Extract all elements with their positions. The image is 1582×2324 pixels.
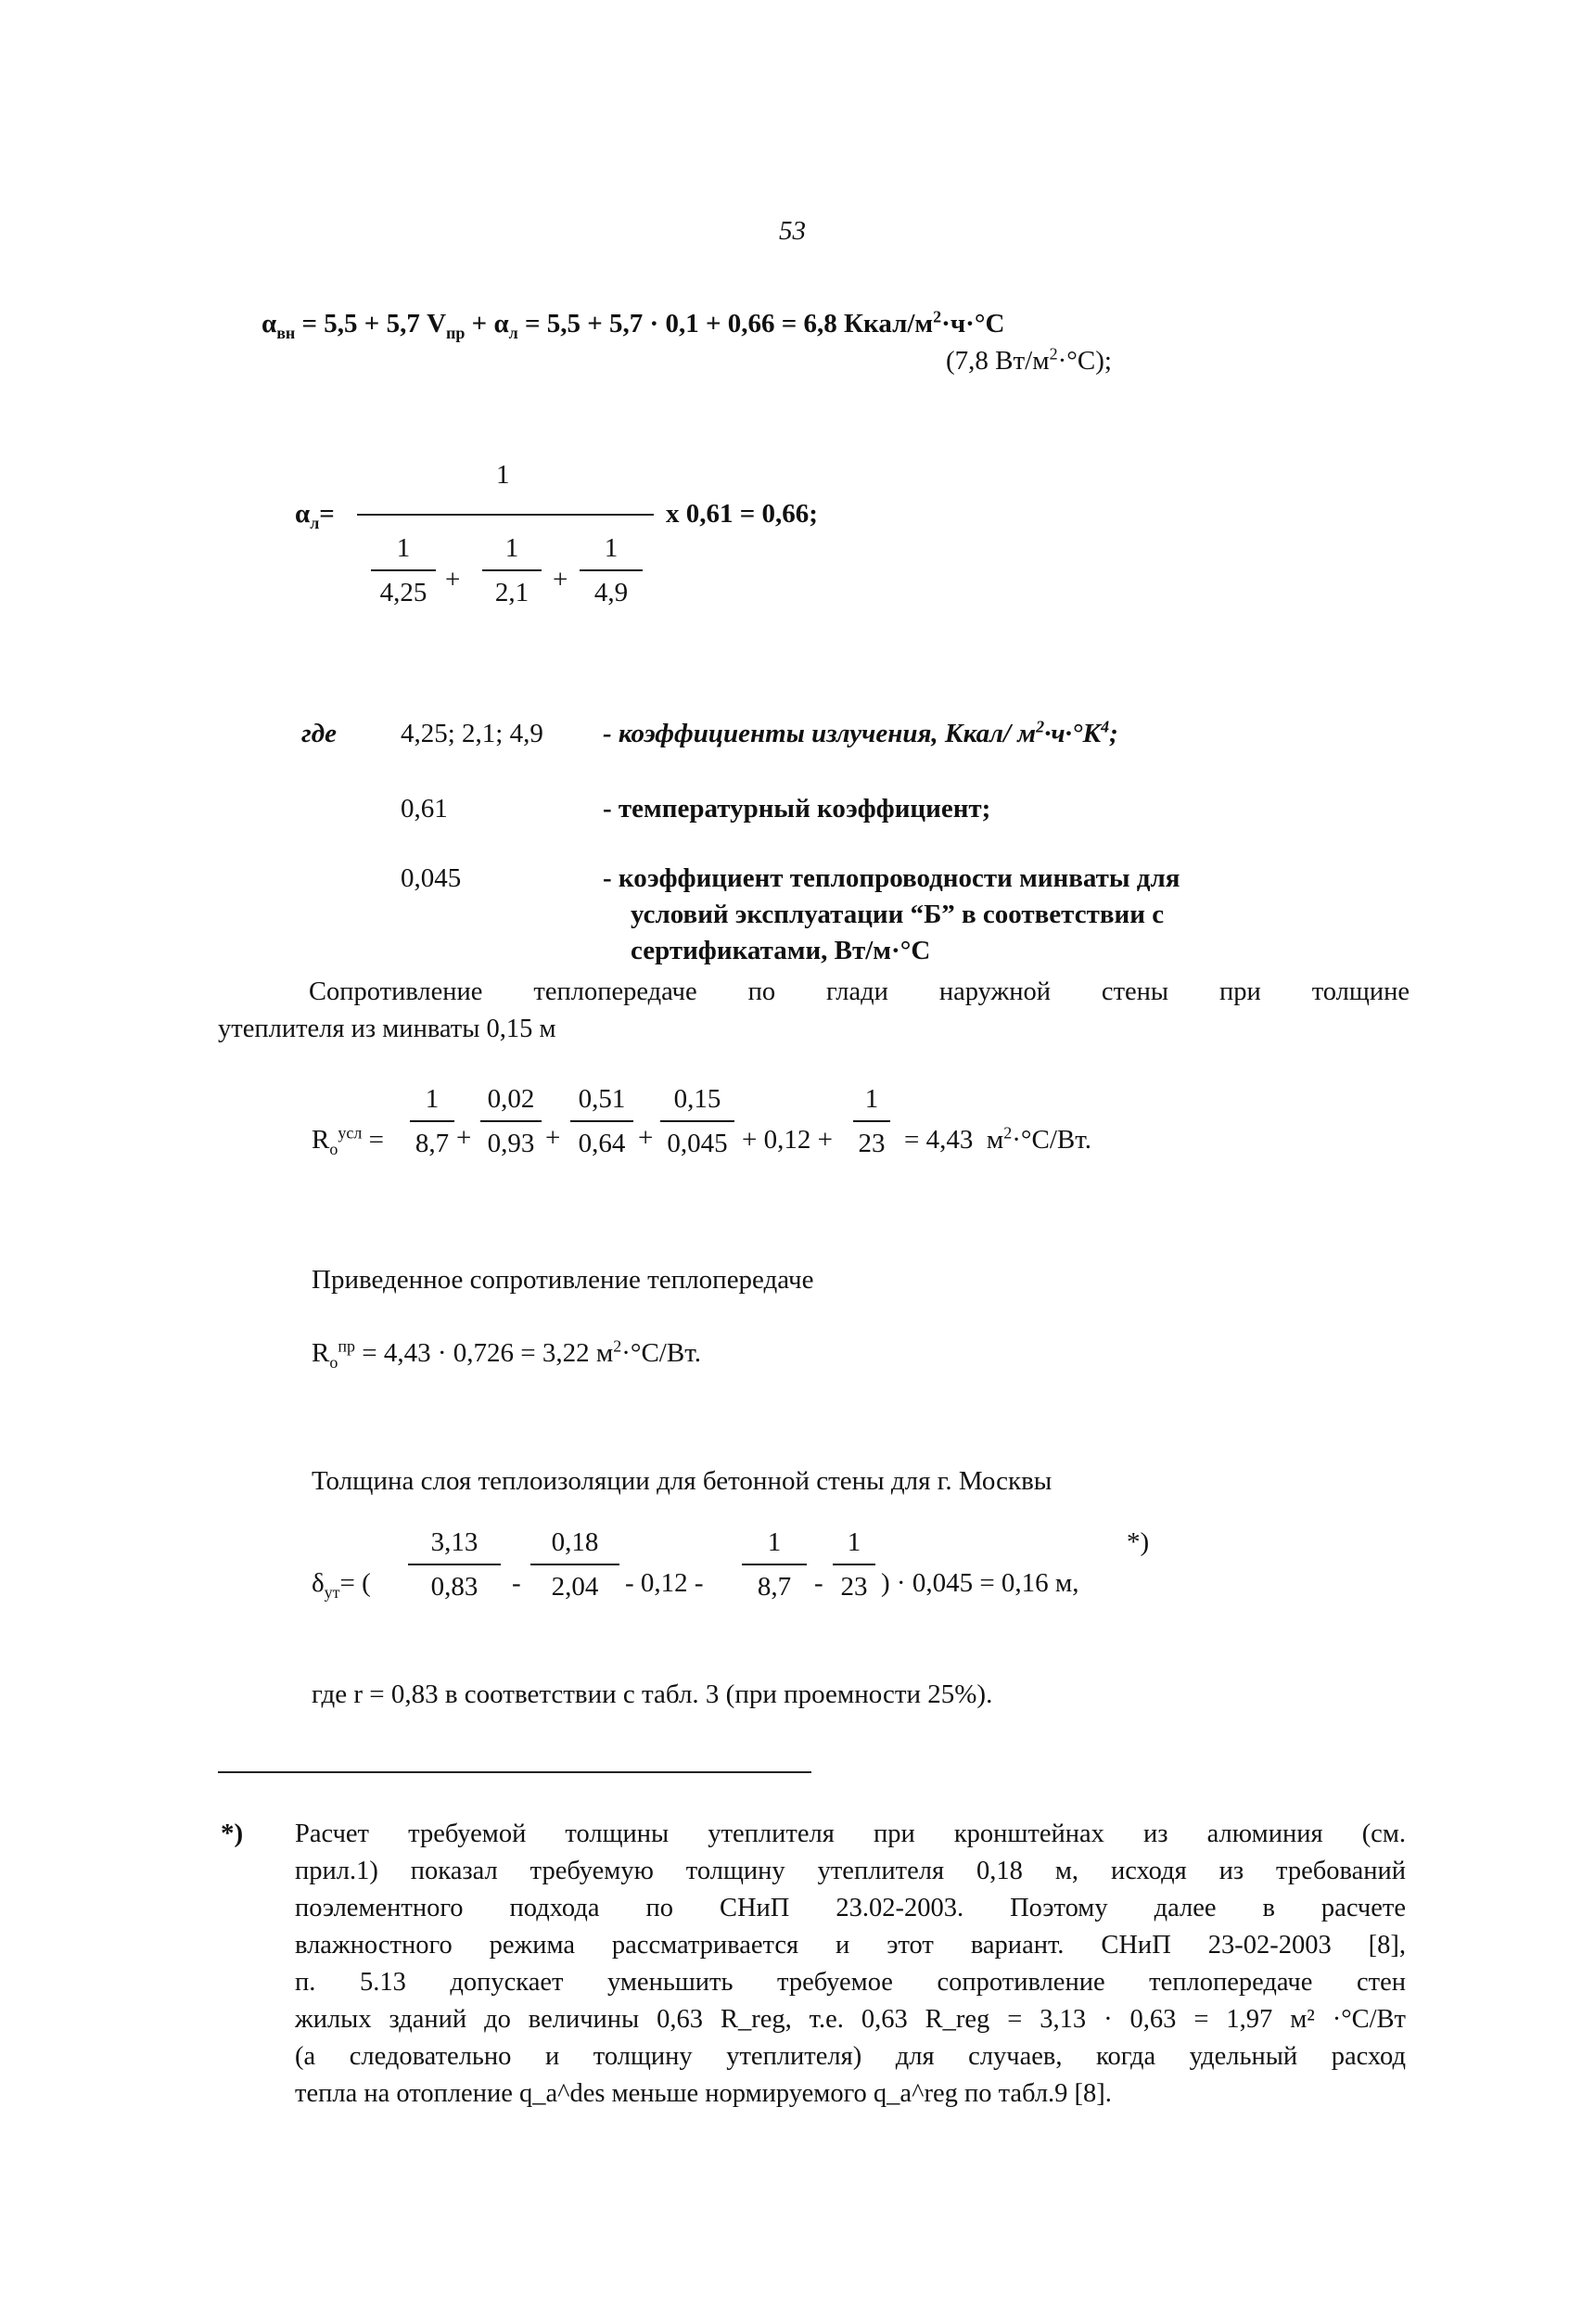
equation-alpha-vn: $\alpha_{вн} = 5,5 + 5,7$ $V_{пр} + \alpha_л = 5,5 + 5,7 \cdot 0,1 + 0,66 = 6,8$ Ккал/$м^2\cdot ч\cdot^\circ C$ xyxy=(262,307,1005,342)
thickness-text: Толщина слоя теплоизоляции для бетонной стены для г. Москвы xyxy=(312,1466,1053,1496)
footnote-marker: *) xyxy=(1127,1527,1150,1557)
equation-delta-frac-1: 3,13 0,83 xyxy=(408,1526,501,1603)
equation-r-usl-frac-3: 0,51 0,64 xyxy=(570,1083,633,1159)
plus-sign: + xyxy=(445,565,461,594)
plus-sign: + xyxy=(545,1123,561,1153)
plus-sign: + xyxy=(638,1123,654,1153)
equation-delta-frac-4: 1 23 xyxy=(833,1526,875,1603)
equation-alpha-l-term-3: 1 4,9 xyxy=(580,532,643,608)
equation-delta-lhs: $\delta_{ут}=$ ( xyxy=(312,1568,371,1602)
legend-desc-3-line-1: - коэффициент теплопроводности минваты для xyxy=(603,863,1180,893)
equation-alpha-l-result: x 0,61 = 0,66; xyxy=(666,499,818,529)
equation-alpha-l-lhs: $\alpha_л=$ xyxy=(295,499,335,532)
equation-r-usl-result: = 4,43 $м^2\cdot^\circ С/Вт$. xyxy=(904,1123,1091,1155)
page-number: 53 xyxy=(779,216,806,246)
equation-delta-mid: - 0,12 - xyxy=(625,1568,704,1598)
plus-sign: + xyxy=(456,1123,472,1153)
equation-alpha-l-main-bar xyxy=(357,514,654,516)
legend-desc-3-line-3: сертификатами, Вт/м·°С xyxy=(631,936,931,965)
equation-alpha-l-term-2: 1 2,1 xyxy=(482,532,542,608)
resistance-paragraph: Сопротивление теплопередаче по глади наружной стены при толщине утеплителя из минваты 0,15 м xyxy=(218,977,1410,1043)
plus-sign: + xyxy=(553,565,568,594)
equation-alpha-vn-si: (7,8 $Вт/м^2\cdot^\circ C$); xyxy=(946,344,1112,376)
equation-r-usl-frac-4: 0,15 0,045 xyxy=(660,1083,734,1159)
equation-r-usl-middle: + 0,12 + xyxy=(742,1125,833,1155)
minus-sign: - xyxy=(512,1568,521,1598)
legend-value-3: 0,045 xyxy=(401,863,462,893)
equation-alpha-l-top-num: 1 xyxy=(496,460,510,490)
legend-value-1: 4,25; 2,1; 4,9 xyxy=(401,719,543,748)
equation-r-usl-frac-last: 1 23 xyxy=(853,1083,890,1159)
equation-delta-frac-3: 1 8,7 xyxy=(742,1526,807,1603)
equation-alpha-l-term-1: 1 4,25 xyxy=(371,532,436,608)
equation-r-usl-lhs: $R_о^{усл}$ = xyxy=(312,1123,384,1158)
legend-desc-3-line-2: условий эксплуатации “Б” в соответствии с xyxy=(631,900,1165,929)
equation-r-usl-frac-1: 1 8,7 xyxy=(410,1083,454,1159)
reduced-resistance-text: Приведенное сопротивление теплопередаче xyxy=(312,1265,814,1295)
footnote-separator xyxy=(218,1771,811,1773)
footnote-paragraph: Расчет требуемой толщины утеплителя при кронштейнах из алюминия (см. прил.1) показал требуемую толщину утеплителя 0,18 м, исходя из требований поэлементного подхода по СНиП 23.02-2003. Поэтому далее в расчете влажностного режима рассматривается и этот вариант. СНиП 23-02-2003 [8], п. 5.13 допускает уменьшить требуемое сопротивление теплопередаче стен жилых зданий до величины 0,63 R_reg, т.е. 0,63 R_reg = 3,13 · 0,63 = 1,97 м² ·°С/Вт (а следовательно и толщину утеплителя) для случаев, когда удельный расход тепла на отопление q_a^des меньше нормируемого q_a^reg по табл.9 [8]. xyxy=(295,1820,1406,2108)
equation-r-usl-frac-2: 0,02 0,93 xyxy=(480,1083,542,1159)
footnote-mark: *) xyxy=(221,1819,244,1848)
where-r-text: где r = 0,83 в соответствии с табл. 3 (при проемности 25%). xyxy=(312,1679,993,1709)
equation-delta-frac-2: 0,18 2,04 xyxy=(530,1526,619,1603)
legend-value-2: 0,61 xyxy=(401,794,448,824)
legend-desc-2: - температурный коэффициент; xyxy=(603,794,991,824)
minus-sign: - xyxy=(814,1568,823,1598)
equation-r-pr: $R_о^{пр} = 4,43 \cdot 0,726 = 3,22$ $м^2\cdot^\circ С/Вт$. xyxy=(312,1336,701,1372)
legend-desc-1: - коэффициенты излучения, Ккал/ $м^2\cdot ч\cdot^\circ К^4$; xyxy=(603,717,1118,748)
legend-where: где xyxy=(301,719,337,748)
equation-delta-close: ) · 0,045 = 0,16 м, xyxy=(881,1568,1079,1598)
